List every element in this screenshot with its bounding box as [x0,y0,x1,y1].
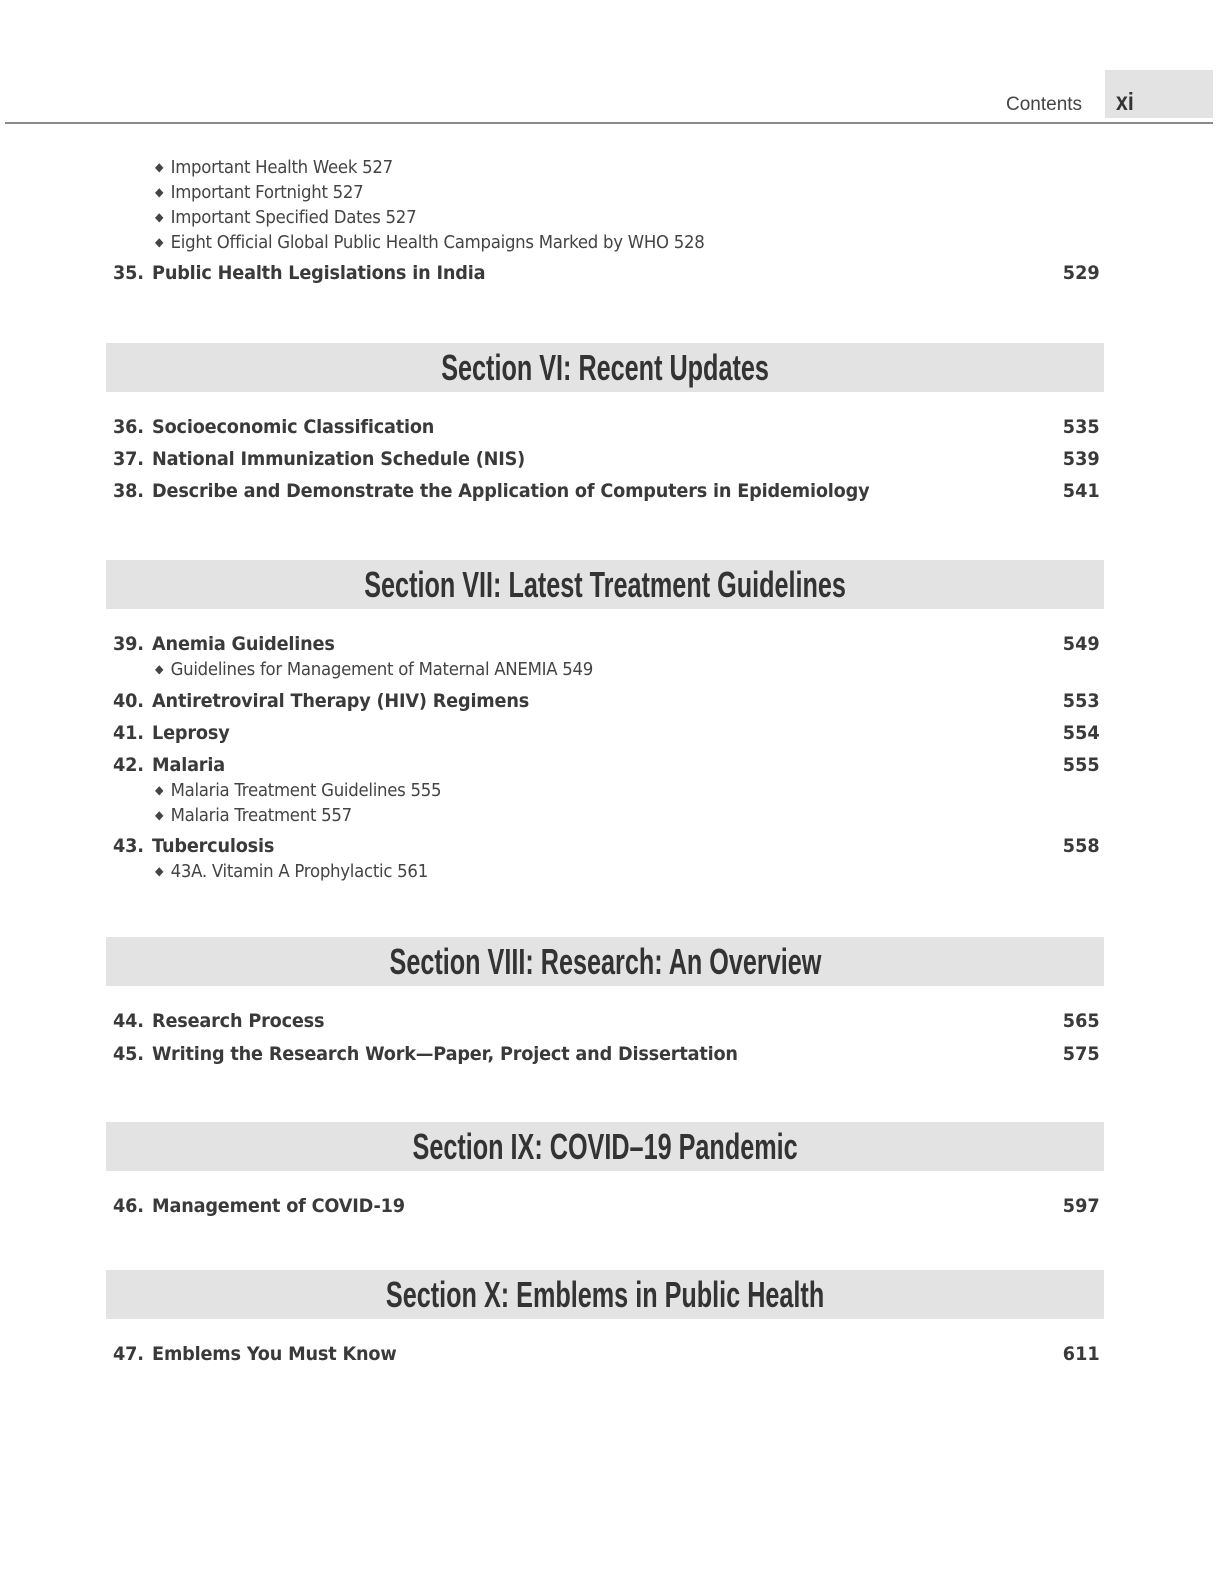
toc-entry[interactable]: 39. Anemia Guidelines [113,633,335,655]
toc-subitem: ◆ Important Fortnight 527 [155,182,364,203]
toc-entry-page: 553 [1063,690,1100,712]
toc-entry[interactable]: 38. Describe and Demonstrate the Application of Computers in Epidemiology [113,480,870,502]
diamond-bullet-icon: ◆ [155,210,164,224]
toc-subitem: ◆ Important Specified Dates 527 [155,207,417,228]
toc-entry[interactable]: 46. Management of COVID-19 [113,1195,405,1217]
section-heading: Section X: Emblems in Public Health [106,1270,1104,1319]
section-heading: Section VIII: Research: An Overview [106,937,1104,986]
toc-entry-page: 565 [1063,1010,1100,1032]
diamond-bullet-icon: ◆ [155,235,164,249]
toc-entry[interactable]: 42. Malaria [113,754,225,776]
toc-entry[interactable]: 47. Emblems You Must Know [113,1343,397,1365]
toc-entry[interactable]: 41. Leprosy [113,722,230,744]
toc-subitem: ◆ Eight Official Global Public Health Campaigns Marked by WHO 528 [155,232,705,253]
toc-entry[interactable]: 43. Tuberculosis [113,835,275,857]
toc-subitem: ◆ Malaria Treatment Guidelines 555 [155,780,442,801]
toc-entry[interactable]: 45. Writing the Research Work—Paper, Project and Dissertation [113,1043,738,1065]
diamond-bullet-icon: ◆ [155,160,164,174]
toc-entry-page: 541 [1063,480,1100,502]
diamond-bullet-icon: ◆ [155,808,164,822]
toc-subitem: ◆ Important Health Week 527 [155,157,393,178]
toc-subitem: ◆ Guidelines for Management of Maternal ANEMIA 549 [155,659,594,680]
toc-entry-page: 535 [1063,416,1100,438]
page-number: xi [1116,88,1134,116]
toc-entry[interactable]: 36. Socioeconomic Classification [113,416,435,438]
toc-entry-page: 575 [1063,1043,1100,1065]
toc-entry-page: 555 [1063,754,1100,776]
section-heading: Section IX: COVID–19 Pandemic [106,1122,1104,1171]
diamond-bullet-icon: ◆ [155,783,164,797]
diamond-bullet-icon: ◆ [155,185,164,199]
toc-entry[interactable]: 40. Antiretroviral Therapy (HIV) Regimens [113,690,530,712]
section-heading: Section VII: Latest Treatment Guidelines [106,560,1104,609]
toc-entry-page: 529 [1063,262,1100,284]
toc-subitem: ◆ 43A. Vitamin A Prophylactic 561 [155,861,428,882]
section-heading: Section VI: Recent Updates [106,343,1104,392]
toc-entry-page: 558 [1063,835,1100,857]
toc-entry[interactable]: 37. National Immunization Schedule (NIS) [113,448,526,470]
running-header-label: Contents [1006,94,1083,115]
toc-entry-page: 611 [1063,1343,1100,1365]
diamond-bullet-icon: ◆ [155,662,164,676]
toc-entry-page: 539 [1063,448,1100,470]
toc-entry-page: 597 [1063,1195,1100,1217]
toc-entry[interactable]: 44. Research Process [113,1010,325,1032]
toc-entry-page: 554 [1063,722,1100,744]
toc-entry[interactable]: 35. Public Health Legislations in India [113,262,486,284]
header-rule [5,122,1213,124]
toc-subitem: ◆ Malaria Treatment 557 [155,805,352,826]
toc-entry-page: 549 [1063,633,1100,655]
diamond-bullet-icon: ◆ [155,864,164,878]
